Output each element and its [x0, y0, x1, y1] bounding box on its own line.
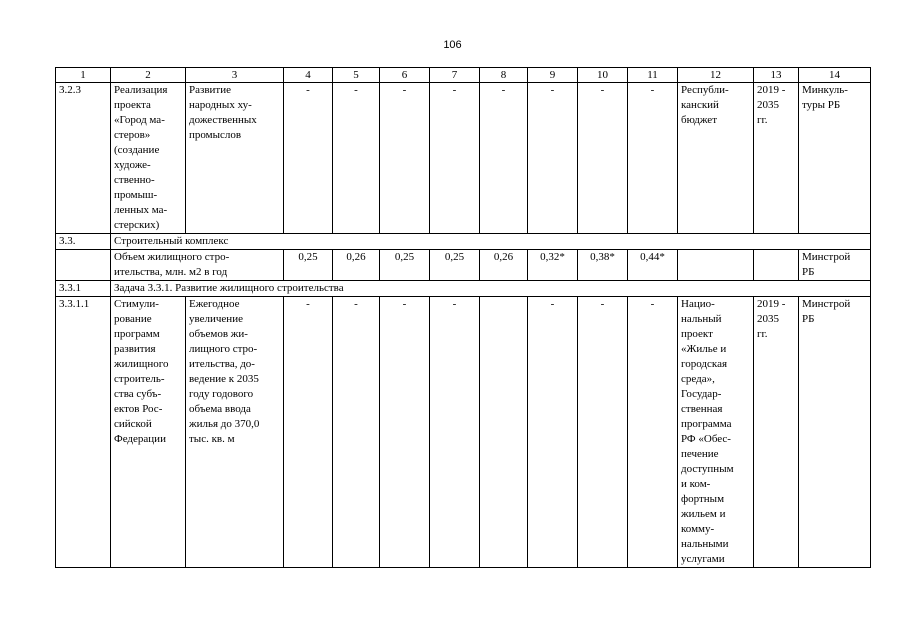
- section-row: [56, 234, 871, 250]
- measure-name: Стимули- рование программ развития жилищного строитель- ства субъ- ектов Рос- сийской Федерации: [111, 297, 186, 568]
- value-cell: -: [628, 83, 678, 234]
- funding-source: Республи- канский бюджет: [678, 83, 754, 234]
- indicator-value: 0,32*: [528, 250, 578, 281]
- column-number: 11: [628, 68, 678, 83]
- indicator-row: [56, 250, 871, 281]
- value-cell: [480, 297, 528, 568]
- task-row: [56, 281, 871, 297]
- executor: Минстрой РБ: [799, 250, 871, 281]
- column-number: 2: [111, 68, 186, 83]
- column-number: 12: [678, 68, 754, 83]
- indicator-value: 0,26: [333, 250, 380, 281]
- table-row: [56, 83, 871, 234]
- column-number: 13: [754, 68, 799, 83]
- column-number: 10: [578, 68, 628, 83]
- period: 2019 - 2035 гг.: [754, 83, 799, 234]
- value-cell: -: [480, 83, 528, 234]
- column-number: 14: [799, 68, 871, 83]
- task-code: 3.3.1: [56, 281, 111, 297]
- executor: Минкуль- туры РБ: [799, 83, 871, 234]
- value-cell: -: [284, 83, 333, 234]
- value-cell: -: [380, 297, 430, 568]
- empty-cell: [754, 250, 799, 281]
- column-number: 1: [56, 68, 111, 83]
- task-title: Задача 3.3.1. Развитие жилищного строительства: [111, 281, 871, 297]
- value-cell: -: [528, 83, 578, 234]
- column-number: 5: [333, 68, 380, 83]
- measure-description: Развитие народных ху- дожественных промыслов: [186, 83, 284, 234]
- indicator-value: 0,25: [284, 250, 333, 281]
- executor: Минстрой РБ: [799, 297, 871, 568]
- column-number: 6: [380, 68, 430, 83]
- column-number: 9: [528, 68, 578, 83]
- column-number: 3: [186, 68, 284, 83]
- period: 2019 - 2035 гг.: [754, 297, 799, 568]
- value-cell: -: [430, 83, 480, 234]
- section-title: Строительный комплекс: [111, 234, 871, 250]
- section-code: 3.3.: [56, 234, 111, 250]
- indicator-name: Объем жилищного стро- ительства, млн. м2 в год: [111, 250, 284, 281]
- value-cell: -: [333, 297, 380, 568]
- empty-cell: [56, 250, 111, 281]
- column-number: 4: [284, 68, 333, 83]
- value-cell: -: [284, 297, 333, 568]
- program-table: [55, 67, 871, 568]
- indicator-value: 0,25: [380, 250, 430, 281]
- measure-name: Реализация проекта «Город ма- стеров» (создание художе- ственно- промыш- ленных ма- стерских): [111, 83, 186, 234]
- page-number: 106: [443, 39, 462, 51]
- row-code: 3.2.3: [56, 83, 111, 234]
- empty-cell: [678, 250, 754, 281]
- indicator-value: 0,44*: [628, 250, 678, 281]
- table-row: [56, 297, 871, 568]
- value-cell: -: [628, 297, 678, 568]
- column-number: 7: [430, 68, 480, 83]
- value-cell: -: [528, 297, 578, 568]
- indicator-value: 0,25: [430, 250, 480, 281]
- value-cell: -: [578, 297, 628, 568]
- column-number: 8: [480, 68, 528, 83]
- value-cell: -: [430, 297, 480, 568]
- measure-description: Ежегодное увеличение объемов жи- лищного стро- ительства, до- ведение к 2035 году годового объема ввода жилья до 370,0 тыс. кв. м: [186, 297, 284, 568]
- value-cell: -: [333, 83, 380, 234]
- indicator-value: 0,38*: [578, 250, 628, 281]
- indicator-value: 0,26: [480, 250, 528, 281]
- row-code: 3.3.1.1: [56, 297, 111, 568]
- column-numbers-row: [56, 68, 871, 83]
- value-cell: -: [380, 83, 430, 234]
- value-cell: -: [578, 83, 628, 234]
- funding-source: Нацио- нальный проект «Жилье и городская среда», Государ- ственная программа РФ «Обес- печение доступным и ком- фортным жильем и комму- нальными услугами: [678, 297, 754, 568]
